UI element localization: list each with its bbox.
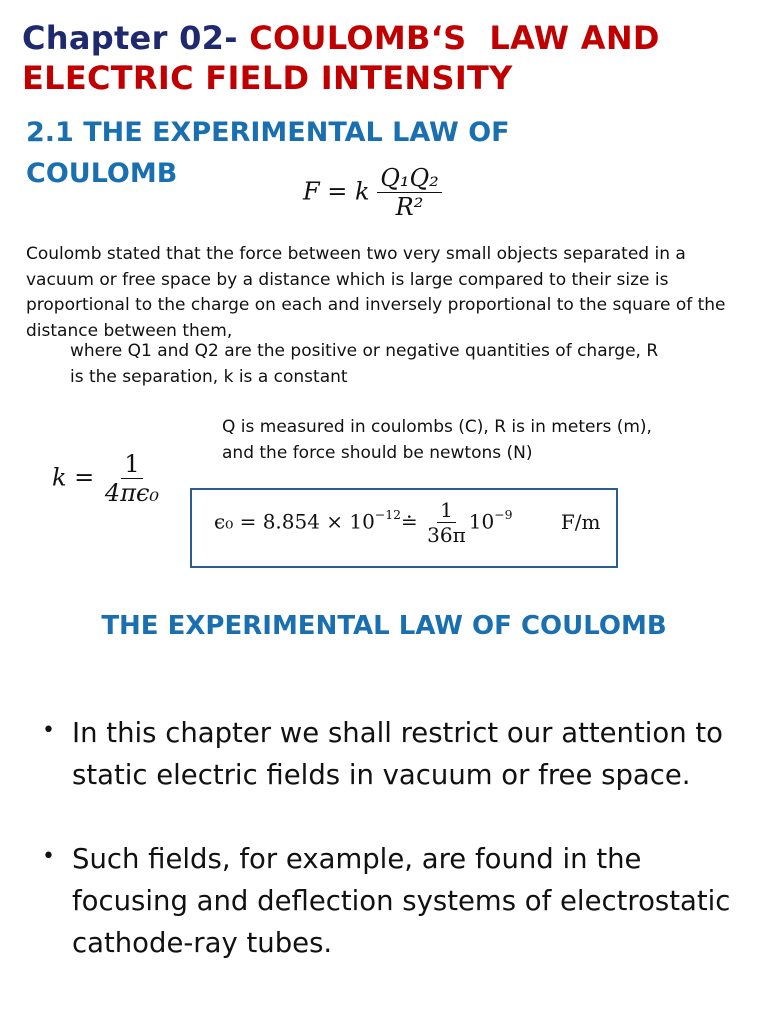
bullet-dot-icon: • [42,718,55,743]
force-formula-denominator: R² [395,193,424,222]
k-formula-numerator: 1 [121,452,142,479]
epsilon-exponent-1: −12 [374,507,402,523]
epsilon-fraction [424,500,469,546]
section-heading-2: THE EXPERIMENTAL LAW OF COULOMB [101,611,667,641]
coulomb-statement: Coulomb stated that the force between two very small objects separated in a vacuum or free space by a distance which is large compared to their size is proportional to the charge on each and inversely proportional to the square of the distance between them, [26,244,726,341]
k-formula-denominator: 4πϵ₀ [104,479,160,508]
force-formula [303,166,442,220]
k-formula-lhs: k = [52,463,95,492]
force-formula-numerator: Q₁Q₂ [377,166,442,193]
units-explanation: Q is measured in coulombs (C), R is in meters (m), and the force should be newtons (N) [222,417,652,463]
list-item [42,838,742,964]
k-formula [52,452,162,506]
section-heading-line1: 2.1 THE EXPERIMENTAL LAW OF [26,117,510,148]
force-formula-lhs: F = k [303,177,370,206]
epsilon-approx-sign: ≐ [401,509,418,534]
title-main-line1: COULOMB‘S LAW AND [249,19,660,57]
section-heading-line2: COULOMB [26,158,178,189]
epsilon-formula [214,500,600,546]
slide-title [22,18,762,98]
title-main-line2: ELECTRIC FIELD INTENSITY [22,59,513,97]
force-formula-fraction [377,166,442,220]
epsilon-formula-lhs: ϵ₀ = 8.854 × 10 [214,509,375,534]
bullet-dot-icon: • [42,844,55,869]
epsilon-exponent-2: −9 [494,507,513,523]
list-item [42,712,742,796]
title-prefix: Chapter 02- [22,19,238,57]
bullet-text: In this chapter we shall restrict our attention to static electric fields in vacuum or free space. [72,717,724,791]
bullet-text: Such fields, for example, are found in the focusing and deflection systems of electrostatic cathode-ray tubes. [72,843,731,959]
bullet-list [42,712,742,1006]
epsilon-unit: F/m [560,509,601,534]
where-explanation: where Q1 and Q2 are the positive or negative quantities of charge, R is the separation, k is a constant [70,341,659,387]
epsilon-factor: 10 [468,509,495,534]
epsilon-fraction-numerator: 1 [437,500,456,523]
epsilon-fraction-denominator: 36π [427,523,466,547]
k-formula-fraction [102,452,162,506]
